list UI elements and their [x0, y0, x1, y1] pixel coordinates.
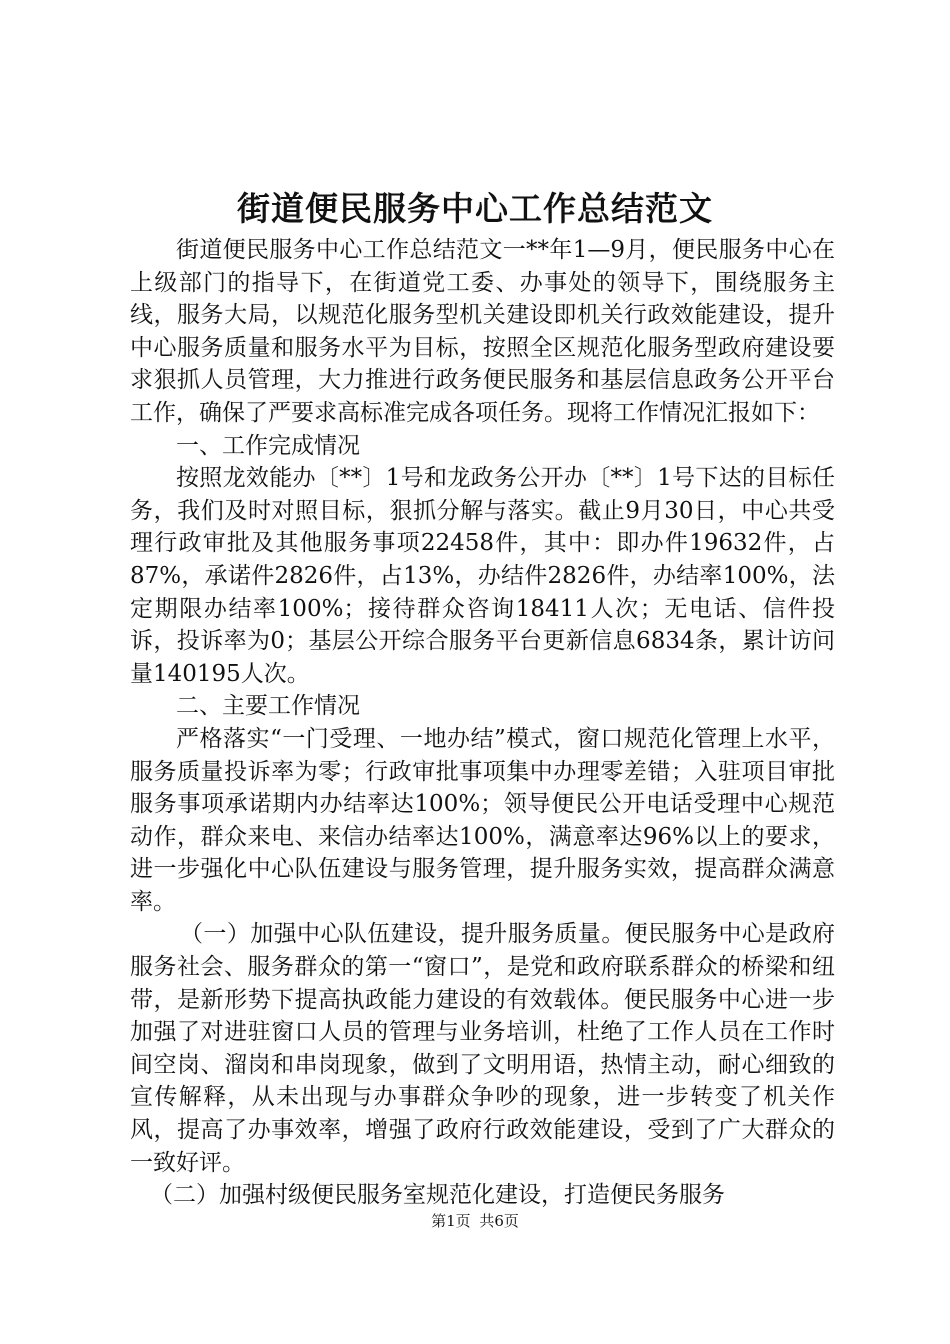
page-number-footer: 第1页 共6页	[431, 1212, 519, 1230]
document-title: 街道便民服务中心工作总结范文	[237, 189, 713, 228]
paragraph-main-work: 严格落实“一门受理、一地办结”模式，窗口规范化管理上水平，服务质量投诉率为零；行政审批事项集中办理零差错；入驻项目审批服务事项承诺期内办结率达100%；领导便民公开电话受理中心规范动作，群众来电、来信办结率达100%，满意率达96%以上的要求，进一步强化中心队伍建设与服务管理，提升服务实效，提高群众满意率。	[130, 725, 835, 915]
section-heading-work-completion: 一、工作完成情况	[176, 432, 360, 459]
paragraph-work-completion: 按照龙效能办〔**〕1号和龙政务公开办〔**〕1号下达的目标任务，我们及时对照目标，狠抓分解与落实。截止9月30日，中心共受理行政审批及其他服务事项22458件，其中：即办件19632件，占87%，承诺件2826件，占13%，办结件2826件，办结率100%，法定期限办结率100%；接待群众咨询18411人次；无电话、信件投诉，投诉率为0；基层公开综合服务平台更新信息6834条，累计访问量140195人次。	[130, 465, 835, 687]
paragraph-intro: 街道便民服务中心工作总结范文一**年1—9月，便民服务中心在上级部门的指导下，在街道党工委、办事处的领导下，围绕服务主线，服务大局，以规范化服务型机关建设即机关行政效能建设，提升中心服务质量和服务水平为目标，按照全区规范化服务型政府建设要求狠抓人员管理，大力推进行政务便民服务和基层信息政务公开平台工作，确保了严要求高标准完成各项任务。现将工作情况汇报如下：	[130, 237, 835, 426]
paragraph-subsection-1: （一）加强中心队伍建设，提升服务质量。便民服务中心是政府服务社会、服务群众的第一“窗口”，是党和政府联系群众的桥梁和纽带，是新形势下提高执政能力建设的有效载体。便民服务中心进一步加强了对进驻窗口人员的管理与业务培训，杜绝了工作人员在工作时间空岗、溜岗和串岗现象，做到了文明用语，热情主动，耐心细致的宣传解释，从未出现与办事群众争吵的现象，进一步转变了机关作风，提高了办事效率，增强了政府行政效能建设，受到了广大群众的一致好评。	[130, 921, 835, 1176]
paragraph-subsection-2: （二）加强村级便民服务室规范化建设，打造便民务服务	[150, 1182, 725, 1209]
section-heading-main-work: 二、主要工作情况	[176, 693, 360, 720]
document-body	[130, 234, 835, 1212]
